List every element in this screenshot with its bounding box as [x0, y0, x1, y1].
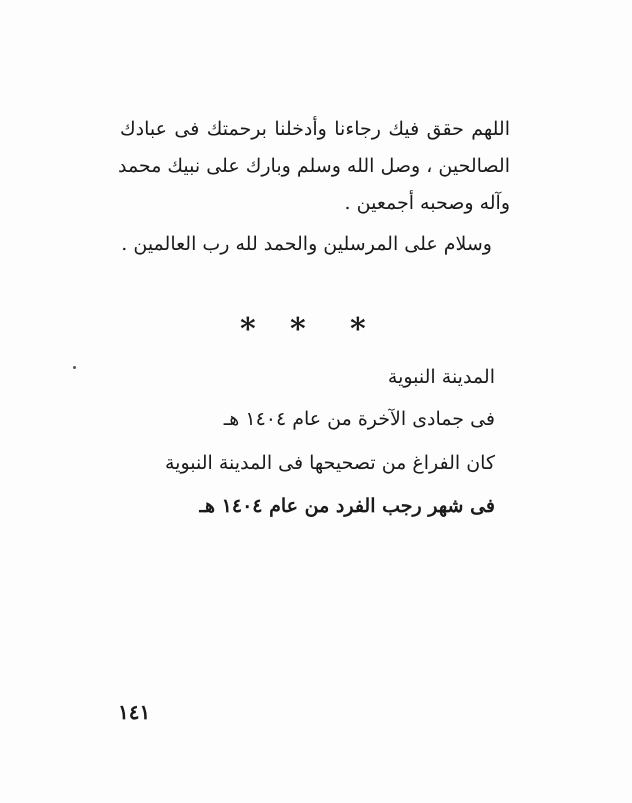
separator-star: * — [240, 312, 256, 347]
page-number: ١٤١ — [118, 700, 151, 724]
colophon-place: المدينة النبوية — [387, 366, 495, 388]
prayer-line-4: وسلام على المرسلين والحمد لله رب العالمين . — [121, 233, 492, 255]
separator-star: * — [290, 312, 306, 347]
prayer-line-3: وآله وصحبه أجمعين . — [344, 192, 510, 214]
prayer-line-1: اللهم حقق فيك رجاءنا وأدخلنا برحمتك فى عبادك — [120, 118, 510, 140]
colophon-date-revised: فى شهر رجب الفرد من عام ١٤٠٤ هـ — [199, 495, 495, 517]
separator-star: * — [350, 312, 366, 347]
colophon-revision-done: كان الفراغ من تصحيحها فى المدينة النبوية — [165, 452, 495, 474]
colophon-date-written: فى جمادى الآخرة من عام ١٤٠٤ هـ — [223, 408, 495, 430]
scan-speck — [73, 366, 76, 369]
section-separator — [230, 312, 380, 347]
prayer-line-2: الصالحين ، وصل الله وسلم وبارك على نبيك محمد — [117, 155, 510, 177]
